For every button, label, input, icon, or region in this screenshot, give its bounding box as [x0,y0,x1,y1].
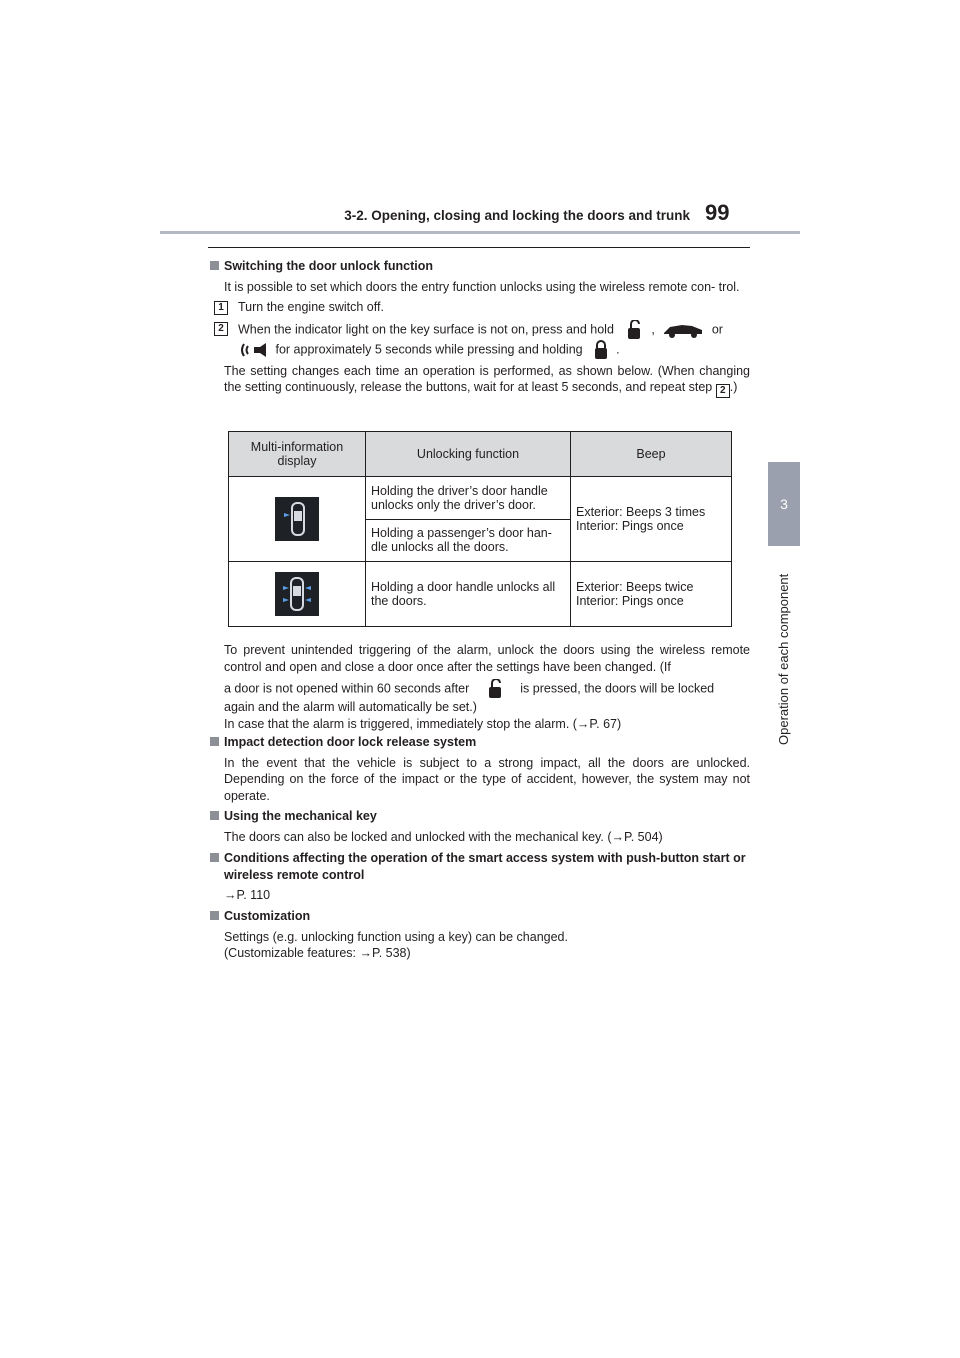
table-row [229,477,732,520]
unlock-icon [473,679,517,699]
header-rule [160,231,800,234]
display-cell [229,562,366,627]
custom-heading: Customization [210,908,750,925]
impact-section: Impact detection door lock release system In the event that the vehicle is subject to a strong impact, all the doors are unlocked. Depending on the force of the impact or the type of accident, however, the system may not operate. [210,734,750,804]
chapter-tab-label [772,555,796,745]
beep-cell: Exterior: Beeps 3 times Interior: Pings once [571,477,732,562]
page-number: 99 [705,200,730,225]
alarm-note: To prevent unintended triggering of the alarm, unlock the doors using the wireless remote control and open and close a door once after the settings have been changed. (If a door is not opened within 60 seconds after is pressed, the doors will be locked again and the alarm will automatically be set.) In case that the alarm is triggered, immediately stop the alarm. (→P. 67) [224,643,750,731]
lock-icon [586,340,616,360]
step-1-text: Turn the engine switch off. [238,300,384,314]
chapter-title: Operation of each component [776,573,791,745]
square-bullet-icon [210,261,219,270]
switch-heading: Switching the door unlock function [210,258,750,275]
step-1 [210,299,750,316]
impact-heading: Impact detection door lock release system [210,734,750,751]
switch-section [210,258,750,398]
column-header: Beep [571,432,732,477]
setting-note: The setting changes each time an operation is performed, as shown below. (When changing the setting continuously, release the buttons, wait for at least 5 seconds, and repeat step 2 .) [224,363,750,396]
function-cell: Holding the driver’s door handle unlocks only the driver’s door. [366,477,571,520]
step-1-number: 1 [214,301,228,315]
display-cell [229,477,366,562]
function-cell: Holding a passenger’s door han- dle unlocks all the doors. [366,519,571,562]
beep-cell: Exterior: Beeps twice Interior: Pings once [571,562,732,627]
column-header: Unlocking function [366,432,571,477]
function-cell: Holding a door handle unlocks all the doors. [366,562,571,627]
conditions-heading: Conditions affecting the operation of the smart access system with push-button start or wireless remote control [210,850,750,883]
unlock-settings-table [228,431,732,627]
step-2: 2 When the indicator light on the key surface is not on, press and hold , or for approximately 5 seconds while pressing and holding . [210,320,750,360]
inline-step-2: 2 [716,384,730,398]
chapter-tab: 3 [768,462,800,546]
mechanical-key-section: Using the mechanical key The doors can also be locked and unlocked with the mechanical key. (→P. 504) [210,808,750,845]
conditions-section: Conditions affecting the operation of the smart access system with push-button start or wireless remote control →P. 110 [210,850,750,904]
unlock-icon [617,320,651,340]
all-doors-display-icon [275,572,319,616]
square-bullet-icon [210,811,219,820]
square-bullet-icon [210,853,219,862]
customization-section: Customization Settings (e.g. unlocking function using a key) can be changed. (Customizable features: →P. 538) [210,908,750,962]
square-bullet-icon [210,911,219,920]
section-title: 3-2. Opening, closing and locking the doors and trunk [344,208,690,223]
switch-intro: It is possible to set which doors the entry function unlocks using the wireless remote con- trol. [224,279,740,294]
table-row [229,562,732,627]
mech-heading: Using the mechanical key [210,808,750,825]
content-rule [208,247,750,248]
table-header-row [229,432,732,477]
column-header: Multi-information display [229,432,366,477]
step-2-number: 2 [214,322,228,336]
trunk-icon [658,321,708,339]
driver-door-display-icon [275,497,319,541]
panic-icon [238,341,272,359]
square-bullet-icon [210,737,219,746]
